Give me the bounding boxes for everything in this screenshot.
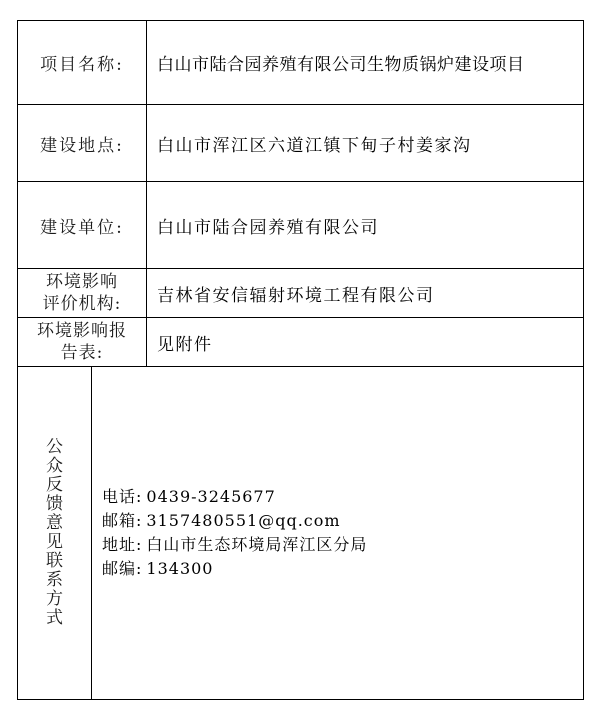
contact-email [102, 509, 367, 533]
construction-unit-label: 建设单位: [40, 217, 124, 238]
contact-email-key: 邮箱: [102, 511, 143, 530]
value-cell-public-feedback [92, 367, 583, 699]
eia-agency-label-line2: 评价机构: [42, 294, 122, 314]
label-cell-eia-report [18, 318, 147, 366]
eia-agency-label [43, 271, 122, 315]
eia-report-label-line1: 环境影响报 [37, 321, 127, 341]
construction-unit-value: 白山市陆合园养殖有限公司 [157, 217, 379, 238]
contact-email-value: 3157480551@qq.com [146, 511, 341, 530]
project-name-value: 白山市陆合园养殖有限公司生物质锅炉建设项目 [157, 55, 525, 75]
value-cell-eia-report [147, 318, 583, 366]
contact-address [102, 533, 367, 557]
label-cell-public-feedback [18, 367, 92, 699]
value-cell-construction-unit [147, 182, 583, 268]
public-feedback-label: 公众反馈意见联系方式 [46, 437, 63, 628]
value-cell-construction-location [147, 105, 583, 181]
contact-phone-value: 0439-3245677 [146, 487, 276, 506]
contact-address-value: 白山市生态环境局浑江区分局 [146, 535, 368, 554]
row-construction-location [18, 105, 583, 182]
construction-location-value: 白山市浑江区六道江镇下甸子村姜家沟 [157, 135, 472, 156]
value-cell-project-name [147, 21, 583, 104]
contact-list [102, 485, 367, 581]
value-cell-eia-agency [147, 269, 583, 317]
row-eia-report [18, 318, 583, 367]
eia-agency-label-line1: 环境影响 [45, 272, 118, 292]
project-info-table [17, 20, 584, 700]
contact-address-key: 地址: [102, 535, 143, 554]
eia-report-value: 见附件 [157, 334, 213, 355]
label-cell-project-name [18, 21, 147, 104]
row-project-name [18, 21, 583, 105]
label-cell-construction-unit [18, 182, 147, 268]
contact-postcode-key: 邮编: [102, 559, 143, 578]
eia-report-label-line2: 告表: [60, 343, 104, 363]
label-cell-construction-location [18, 105, 147, 181]
construction-location-label: 建设地点: [40, 135, 124, 156]
contact-postcode-value: 134300 [146, 559, 214, 578]
row-eia-agency [18, 269, 583, 318]
eia-agency-value: 吉林省安信辐射环境工程有限公司 [157, 285, 435, 306]
contact-postcode [102, 557, 367, 581]
project-name-label: 项目名称: [40, 55, 124, 75]
label-cell-eia-agency [18, 269, 147, 317]
row-public-feedback [18, 367, 583, 699]
eia-report-label [37, 320, 127, 364]
row-construction-unit [18, 182, 583, 269]
contact-phone-key: 电话: [102, 487, 143, 506]
contact-phone [102, 485, 367, 509]
